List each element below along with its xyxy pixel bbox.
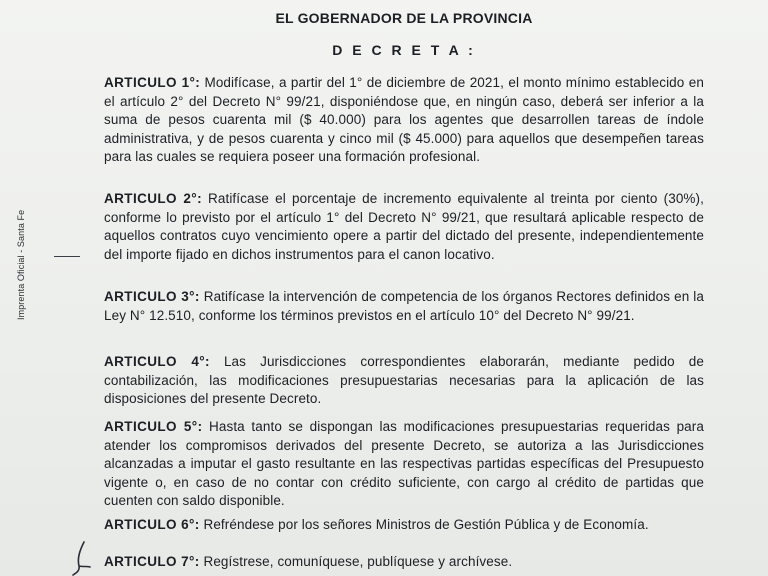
article-text: Ratifícase el porcentaje de incremento equivalente al treinta por ciento (30%), conforme lo previsto por el artículo 1° del Decreto N° 99/21, que resultará aplicable respecto de aquellos contratos cuyo vencimiento opere a partir del dictado del presente, independientemente del importe fijado en dichos instrumentos para el canon locativo. <box>104 191 704 262</box>
handwritten-initial-mark <box>70 540 92 576</box>
article-label: ARTICULO 2°: <box>104 191 202 206</box>
article-text: Regístrese, comuníquese, publíquese y archívese. <box>203 554 513 569</box>
article-text: Refréndese por los señores Ministros de Gestión Pública y de Economía. <box>203 517 649 532</box>
article-label: ARTICULO 4°: <box>104 354 210 369</box>
article-label: ARTICULO 7°: <box>104 554 200 569</box>
article-text: Ratifícase la intervención de competencia de los órganos Rectores definidos en la Ley N° 12.510, conforme los términos previstos en el artículo 10° del Decreto N° 99/21. <box>104 289 704 323</box>
article-text: Las Jurisdicciones correspondientes elaborarán, mediante pedido de contabilización, las modificaciones presupuestarias necesarias para la aplicación de las disposiciones del presente Decreto. <box>104 354 704 406</box>
article-text: Modifícase, a partir del 1° de diciembre de 2021, el monto mínimo establecido en el artículo 2° del Decreto N° 99/21, disponiéndose que, en ningún caso, deberá ser inferior a la suma de pesos cuarenta mil ($ 40.000) para los agentes que desarrollen tareas de índole administrativa, y de pesos cuarenta y cinco mil ($ 45.000) para aquellos que desempeñen tareas para las cuales se requiera poseer una formación profesional. <box>104 75 704 164</box>
article-text: Hasta tanto se dispongan las modificaciones presupuestarias requeridas para atender los compromisos derivados del presente Decreto, se autoriza a las Jurisdicciones alcanzadas a imputar el gasto resultante en las respectivas partidas específicas del Presupuesto vigente o, en caso de no contar con crédito suficiente, con cargo al crédito de partidas que cuenten con saldo disponible. <box>104 419 704 508</box>
article-1 <box>104 74 704 167</box>
article-4 <box>104 353 704 409</box>
article-label: ARTICULO 5°: <box>104 419 203 434</box>
article-2 <box>104 190 704 264</box>
margin-dash <box>54 256 80 257</box>
article-5 <box>104 418 704 511</box>
article-label: ARTICULO 6°: <box>104 517 200 532</box>
article-label: ARTICULO 3°: <box>104 289 200 304</box>
article-3 <box>104 288 704 325</box>
article-6 <box>104 516 704 535</box>
printer-side-label: Imprenta Oficial - Santa Fe <box>16 209 26 320</box>
document-subheading: D E C R E T A : <box>332 42 476 58</box>
article-7 <box>104 553 704 572</box>
document-heading: EL GOBERNADOR DE LA PROVINCIA <box>275 10 533 26</box>
article-label: ARTICULO 1°: <box>104 75 201 90</box>
